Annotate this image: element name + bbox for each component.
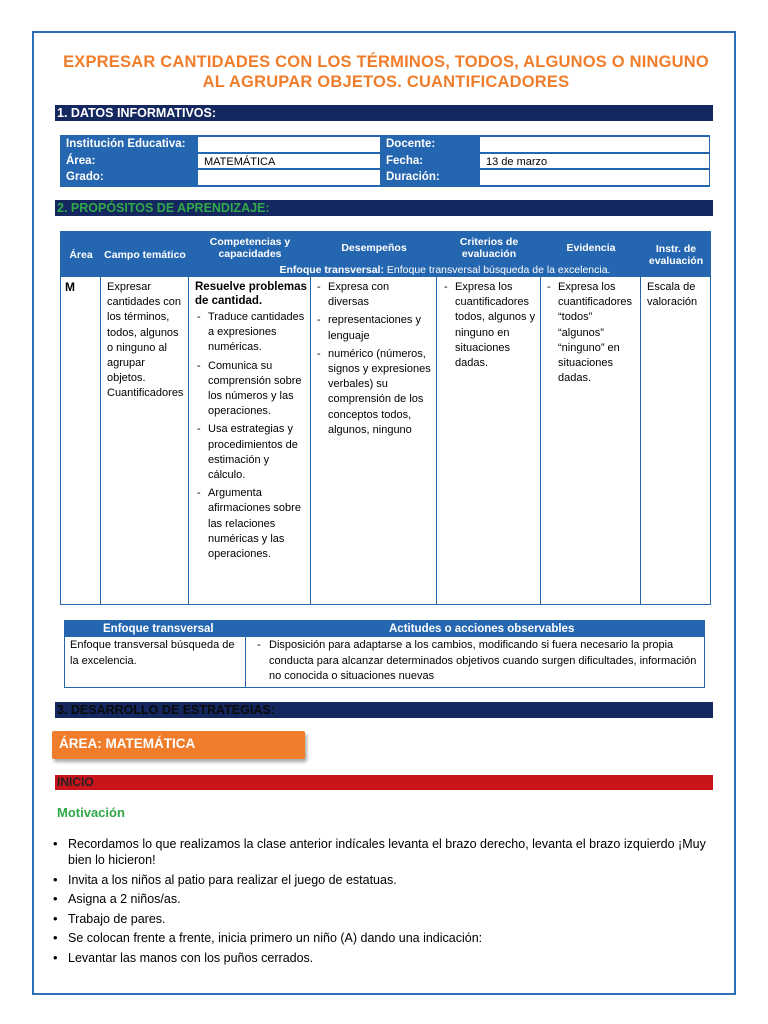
dash-bullet: - [257,639,261,651]
header-instrumento: Instr. de evaluación [648,242,704,267]
docente-value [479,136,710,153]
desempenos-list [315,280,433,438]
cell-competencias [195,280,307,565]
capacidad-item: - Comunica su comprensión sobre los números y las operaciones. [195,359,307,420]
motivacion-heading: Motivación [57,805,125,820]
section-datos-informativos: 1. DATOS INFORMATIVOS: [55,105,713,121]
competencias-table [60,231,711,605]
col-divider [436,277,437,604]
header-campo: Campo temático [104,248,186,261]
cell-criterios [442,280,538,374]
desempeno-item: - numérico (números, signos y expresiones verbales) su comprensión de los conceptos todos, algunos, ninguno [315,347,433,438]
capacidad-item: - Traduce cantidades a expresiones numéricas. [195,310,307,356]
motivacion-list [52,836,724,969]
duracion-value [479,169,710,186]
section-desarrollo: 3. DESARROLLO DE ESTRATEGIAS: [55,702,713,718]
grado-value [197,169,381,186]
header-evidencia: Evidencia [566,242,616,254]
area-label: Área: [61,153,197,170]
cell-area: M [65,280,75,294]
list-item: • Asigna a 2 niños/as. [52,891,724,907]
competencia-title: Resuelve problemas de cantidad. [195,281,307,307]
cell-campo: Expresar cantidades con los términos, todos, algunos o ninguno al agrupar objetos. Cuantificadores [107,281,184,400]
enfoque-header-col1: Enfoque transversal [103,623,214,635]
header-enfoque [247,264,643,276]
datos-table [60,135,710,187]
col-divider [310,277,311,604]
institucion-value [197,136,381,153]
header-desempenos: Desempeños [341,242,407,254]
inicio-bar: INICIO [55,775,713,790]
enfoque-table [64,620,705,688]
header-competencias: Competencias y capacidades [209,236,291,260]
list-item: • Se colocan frente a frente, inicia primero un niño (A) dando una indicación: [52,930,724,946]
docente-label: Docente: [381,136,479,153]
enfoque-header-col2: Actitudes o acciones observables [389,623,575,635]
cell-desempenos [315,280,433,441]
cell-instrumento: Escala de valoración [647,281,698,309]
actitudes-text: Disposición para adaptarse a los cambios, modificando si fuera necesario la propia conducta para alcanzar determinados objetivos cuando surgen dificultades, información no conocida o situaciones nuevas [269,639,697,682]
enfoque-header [65,621,704,637]
col-divider [100,277,101,604]
enfoque-cell-1: Enfoque transversal búsqueda de la excelencia. [70,639,235,667]
desempeno-item: - representaciones y lenguaje [315,313,433,343]
list-item: • Trabajo de pares. [52,911,724,927]
capacidad-item: - Usa estrategias y procedimientos de estimación y cálculo. [195,422,307,483]
institucion-label: Institución Educativa: [61,136,197,153]
area-matematica-box: ÁREA: MATEMÁTICA [52,731,305,759]
evidencia-item: - Expresa los cuantificadores “todos” “algunos” “ninguno” en situaciones dadas. [545,280,639,386]
enfoque-label: Enfoque transversal: [279,264,384,276]
grado-label: Grado: [61,169,197,186]
col-divider [640,277,641,604]
header-criterios: Criterios de evaluación [459,236,519,260]
col-divider [245,637,246,687]
capacidad-item: - Argumenta afirmaciones sobre las relaciones numéricas y las operaciones. [195,486,307,562]
list-item: • Invita a los niños al patio para realizar el juego de estatuas. [52,872,724,888]
enfoque-value: Enfoque transversal búsqueda de la excelencia. [386,264,611,276]
duracion-label: Duración: [381,169,479,186]
capacidades-list [195,310,307,562]
fecha-value: 13 de marzo [479,153,710,170]
competencias-header [61,232,710,277]
header-area: Área [69,248,93,261]
col-divider [188,277,189,604]
evidencia-list [545,280,639,386]
enfoque-cell-2 [255,638,701,685]
col-divider [540,277,541,604]
cell-evidencia [545,280,639,389]
section-propositos: 2. PROPÓSITOS DE APRENDIZAJE: [55,200,713,216]
page-title: EXPRESAR CANTIDADES CON LOS TÉRMINOS, TODOS, ALGUNOS O NINGUNO AL AGRUPAR OBJETOS. CUANTIFICADORES [63,53,709,91]
criterios-list [442,280,538,371]
desempeno-item: - Expresa con diversas [315,280,433,310]
list-item: • Levantar las manos con los puños cerrados. [52,950,724,966]
criterio-item: - Expresa los cuantificadores todos, algunos y ninguno en situaciones dadas. [442,280,538,371]
fecha-label: Fecha: [381,153,479,170]
area-value: MATEMÁTICA [197,153,381,170]
list-item: • Recordamos lo que realizamos la clase anterior indícales levanta el brazo derecho, levanta el brazo izquierdo ¡Muy bien lo hicieron! [52,836,724,868]
